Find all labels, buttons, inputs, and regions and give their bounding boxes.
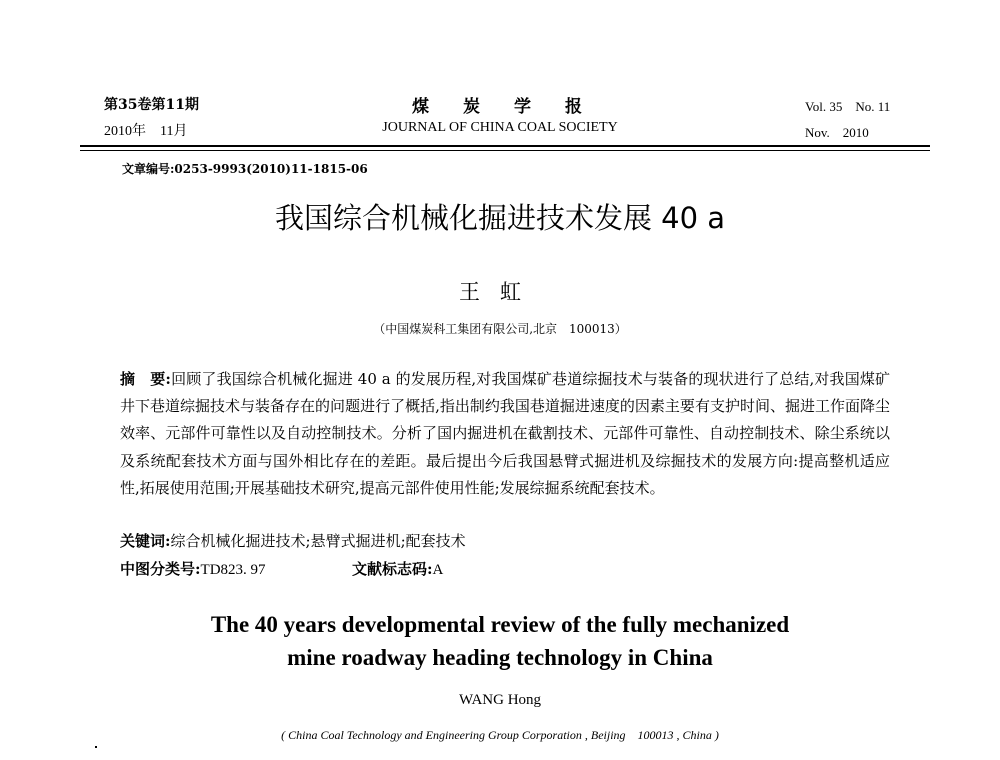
keywords-text: 综合机械化掘进技术;悬臂式掘进机;配套技术 (170, 532, 466, 550)
doc-code-label: 文献标志码: (352, 560, 433, 578)
volume-issue-cn: 第35卷第11期 (104, 97, 199, 113)
volume-issue-en: Vol. 35 No. 11 (805, 99, 891, 114)
date-en: Nov. 2010 (805, 125, 869, 140)
paper-title-cn: 我国综合机械化掘进技术发展 40 a (274, 201, 726, 235)
article-number: 文章编号:0253-9993(2010)11-1815-06 (122, 162, 368, 176)
keywords-label: 关键词: (120, 532, 171, 550)
clc-label: 中图分类号: (120, 560, 201, 578)
scan-dot (95, 746, 97, 748)
clc-value: TD823. 97 (200, 562, 266, 578)
abstract-cn (120, 366, 890, 502)
author-en: WANG Hong (458, 692, 542, 708)
journal-title-cn: 煤炭学报 (412, 97, 616, 117)
doc-code-value: A (432, 562, 444, 578)
author-cn: 王虹 (459, 280, 541, 304)
affiliation-en: ( China Coal Technology and Engineering Group Corporation , Beijing 100013 , China ) (281, 728, 719, 742)
keywords-cn (120, 530, 466, 551)
clc-number (120, 558, 266, 579)
paper-title-en-line1: The 40 years developmental review of the fully mechanized (210, 612, 790, 637)
paper-title-en-line2: mine roadway heading technology in China (287, 645, 713, 670)
document-code (352, 558, 443, 579)
abstract-text: 回顾了我国综合机械化掘进 40 a 的发展历程,对我国煤矿巷道综掘技术与装备的现状进行了总结,对我国煤矿井下巷道综掘技术与装备存在的问题进行了概括,指出制约我国巷道掘进速度的因素主要有支护时间、掘进工作面降尘效率、元部件可靠性以及自动控制技术。分析了国内掘进机在截割技术、元部件可靠性、自动控制技术、除尘系统以及系统配套技术方面与国外相比存在的差距。最后提出今后我国悬臂式掘进机及综掘技术的发展方向:提高整机适应性,拓展使用范围;开展基础技术研究,提高元部件使用性能;发展综掘系统配套技术。 (120, 370, 891, 497)
abstract-label: 摘 要: (120, 370, 171, 388)
affiliation-cn: （中国煤炭科工集团有限公司,北京 100013） (373, 322, 627, 336)
header-rule-top (80, 145, 930, 147)
journal-title-en: JOURNAL OF CHINA COAL SOCIETY (382, 120, 618, 135)
date-cn: 2010年 11月 (104, 124, 188, 139)
header-rule-bottom (80, 150, 930, 151)
